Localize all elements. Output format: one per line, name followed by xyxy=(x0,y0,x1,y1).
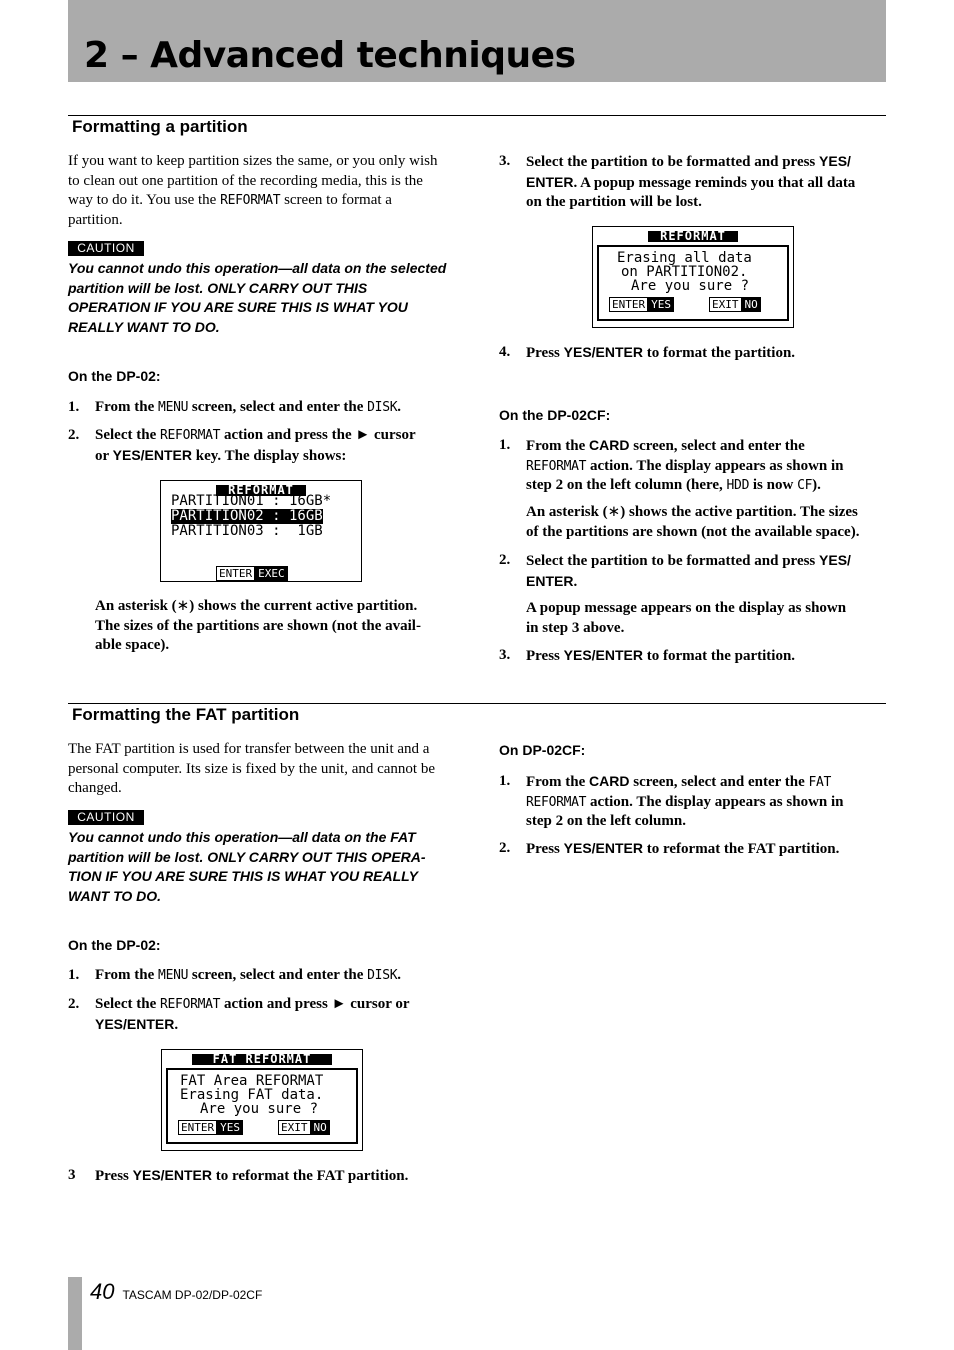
lcd-button-exit-no: EXIT NO xyxy=(709,299,761,310)
step-number: 4. xyxy=(499,344,511,360)
lcd-row: Are you sure ? xyxy=(631,278,750,294)
step-text: From the CARD screen, select and enter the FAT REFORMAT action. The display appears as shown in step 2 on the left column. xyxy=(526,773,844,829)
subhead-dp02cf: On the DP-02CF: xyxy=(499,407,611,423)
subhead-dp02cf: On DP-02CF: xyxy=(499,742,586,758)
lcd-row: on PARTITION02. xyxy=(621,264,748,280)
fat-step-2 xyxy=(68,995,453,1035)
lcd-fat-reformat-popup xyxy=(161,1049,363,1151)
lcd-row: Erasing FAT data. xyxy=(180,1087,324,1103)
intro-text-end: screen to format a partition. xyxy=(68,192,392,228)
intro-text: If you want to keep partition sizes the same, or you only wish to clean out one partition of the recording media, this is the way to do it. You use the xyxy=(68,153,438,208)
step-number: 3. xyxy=(499,153,511,169)
step-text: Select the partition to be formatted and press YES/ ENTER. A popup message reminds you that all data on the partition will be lost. xyxy=(526,153,856,210)
lcd-reformat-partitions xyxy=(160,480,362,582)
caution-badge: CAUTION xyxy=(68,241,144,256)
cf-step-3 xyxy=(499,646,889,666)
step-text: Select the REFORMAT action and press the ► cursor or YES/ENTER key. The display shows: xyxy=(95,427,416,464)
caution-text: You cannot undo this operation—all data on the selected partition will be lost. ONLY CARRY OUT THIS OPERATION IF YOU ARE SURE THIS IS WHAT YOU REALLY WANT TO DO. xyxy=(68,260,447,335)
lcd-row: Are you sure ? xyxy=(200,1101,319,1117)
lcd-row: Erasing all data xyxy=(617,250,752,266)
lcd-row: PARTITION03 : 1GB xyxy=(171,523,323,539)
section-title-formatting-fat: Formatting the FAT partition xyxy=(72,705,300,724)
step-number: 1. xyxy=(499,437,511,453)
step-2 xyxy=(68,426,453,466)
lcd-row-selected: PARTITION02 : 16GB xyxy=(171,508,323,524)
lcd-row: PARTITION01 : 16GB* xyxy=(171,493,332,509)
subhead-dp02: On the DP-02: xyxy=(68,937,161,953)
product-model: TASCAM DP-02/DP-02CF xyxy=(122,1288,263,1302)
step-text: Press YES/ENTER to reformat the FAT partition. xyxy=(526,840,840,857)
footer-bar xyxy=(68,1277,82,1350)
fat-step-1 xyxy=(68,966,453,986)
fat-cf-step-1 xyxy=(499,772,889,832)
fat-cf-step-2 xyxy=(499,839,889,859)
lcd-button-enter-yes: ENTER YES xyxy=(178,1122,243,1133)
page-number: 40 xyxy=(90,1279,115,1304)
lcd-reformat-popup xyxy=(592,226,794,328)
step-4 xyxy=(499,343,889,363)
step-text: Press YES/ENTER to reformat the FAT partition. xyxy=(95,1167,409,1184)
chapter-title: 2 – Advanced techniques xyxy=(84,35,576,76)
lcd-row: FAT Area REFORMAT xyxy=(180,1073,324,1089)
note-asterisk: An asterisk (∗) shows the current active partition. The sizes of the partitions are shown (not the avail- able space). xyxy=(95,598,421,653)
lcd-title: REFORMAT xyxy=(648,231,738,242)
step-number: 1. xyxy=(499,773,511,789)
lcd-button-exit-no: EXIT NO xyxy=(278,1122,330,1133)
subhead-dp02: On the DP-02: xyxy=(68,368,161,384)
fat-step-3 xyxy=(68,1166,453,1186)
step-number: 2. xyxy=(499,552,511,568)
lcd-title: REFORMAT xyxy=(216,485,306,496)
step-text: Select the REFORMAT action and press ► cursor or YES/ENTER. xyxy=(95,996,410,1033)
caution-text: You cannot undo this operation—all data on the FAT partition will be lost. ONLY CARRY OUT THIS OPERA-TION IF YOU ARE SURE THIS IS WHAT YOU REALLY WANT TO DO. xyxy=(68,829,426,904)
step-number: 2. xyxy=(68,427,80,443)
intro-paragraph xyxy=(68,152,446,230)
section-title-formatting-partition: Formatting a partition xyxy=(72,117,248,136)
cf-note-asterisk: An asterisk (∗) shows the active partition. The sizes of the partitions are shown (not the available space). xyxy=(526,504,860,540)
step-number: 3. xyxy=(499,647,511,663)
step-number: 2. xyxy=(499,840,511,856)
step-number: 2. xyxy=(68,996,80,1012)
step-text: From the MENU screen, select and enter the DISK. xyxy=(95,399,401,415)
fat-intro-paragraph: The FAT partition is used for transfer between the unit and a personal computer. Its size is fixed by the unit, and cannot be changed. xyxy=(68,741,435,796)
chapter-header xyxy=(68,0,886,82)
caution-badge: CAUTION xyxy=(68,810,144,825)
step-number: 1. xyxy=(68,967,80,983)
step-text: From the MENU screen, select and enter the DISK. xyxy=(95,967,401,983)
cf-step-1 xyxy=(499,436,889,496)
step-number: 3 xyxy=(68,1167,76,1183)
lcd-button-enter-exec: ENTER EXEC xyxy=(216,568,288,579)
intro-mono: REFORMAT xyxy=(220,193,281,208)
step-1 xyxy=(68,398,453,418)
footer xyxy=(90,1279,262,1305)
cf-step-2 xyxy=(499,551,889,591)
step-number: 1. xyxy=(68,399,80,415)
step-text: Select the partition to be formatted and press YES/ ENTER. xyxy=(526,552,851,590)
cf-note-popup: A popup message appears on the display as shown in step 3 above. xyxy=(526,600,847,636)
lcd-button-enter-yes: ENTER YES xyxy=(609,299,674,310)
step-text: From the CARD screen, select and enter the REFORMAT action. The display appears as shown in step 2 on the left column (here, HDD is now CF). xyxy=(526,437,844,493)
lcd-title: FAT REFORMAT xyxy=(192,1054,332,1065)
step-text: Press YES/ENTER to format the partition. xyxy=(526,344,796,361)
step-text: Press YES/ENTER to format the partition. xyxy=(526,647,796,664)
